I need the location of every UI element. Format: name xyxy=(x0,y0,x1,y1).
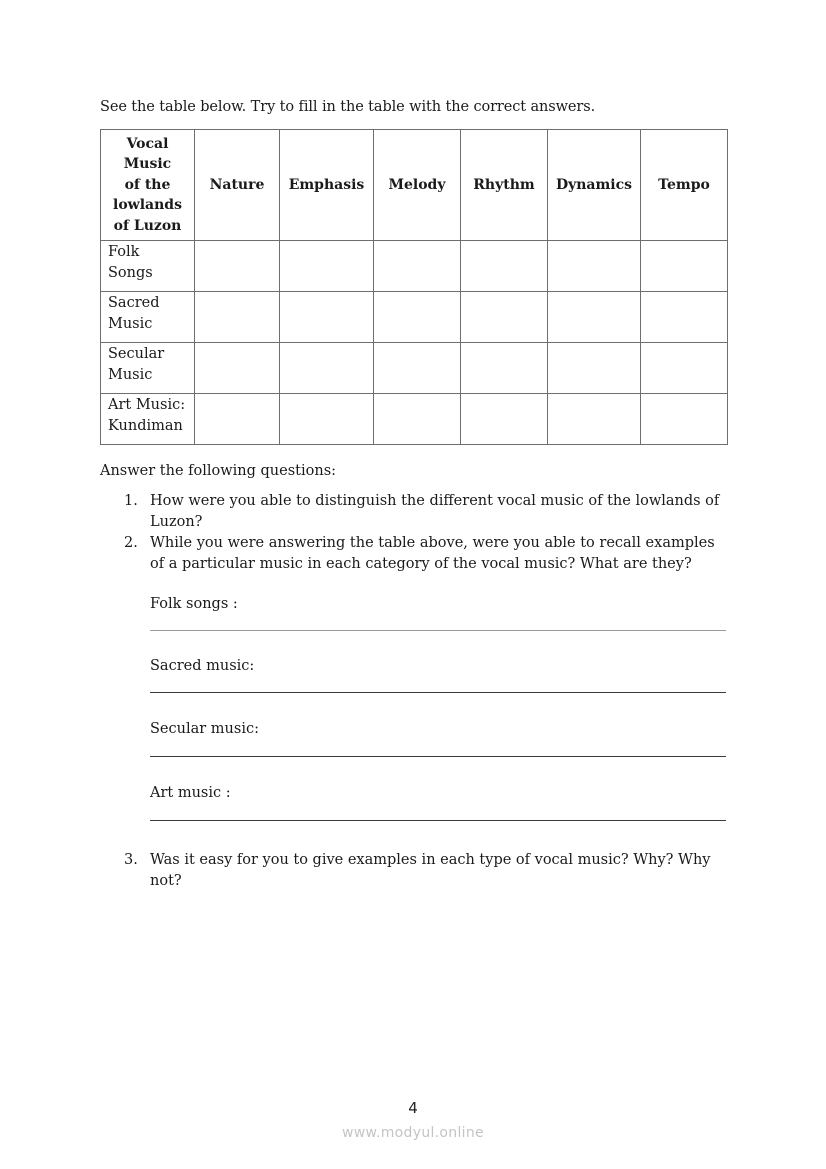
example-secular-music xyxy=(150,721,726,737)
example-folk-songs xyxy=(150,596,726,612)
row-label-folk-songs xyxy=(101,241,195,292)
questions-list-continued xyxy=(100,850,727,892)
question-item xyxy=(100,533,727,575)
example-label: Art music : xyxy=(150,785,231,801)
question-item xyxy=(100,850,727,892)
row-label-line: Sacred xyxy=(108,295,160,311)
answer-cell[interactable] xyxy=(548,292,641,343)
answer-cell[interactable] xyxy=(461,292,548,343)
question-number: 2. xyxy=(124,535,138,551)
vocal-music-table xyxy=(100,129,728,445)
row-label-line: Songs xyxy=(108,265,153,281)
answer-cell[interactable] xyxy=(641,241,728,292)
page-number: 4 xyxy=(408,1099,418,1117)
example-label: Folk songs : xyxy=(150,596,238,612)
header-rhythm: Rhythm xyxy=(461,130,548,241)
answer-line[interactable] xyxy=(150,756,726,757)
answer-cell[interactable] xyxy=(374,292,461,343)
question-text: While you were answering the table above, were you able to recall examples of a particular music in each category of the vocal music? What are they? xyxy=(150,535,715,572)
answer-cell[interactable] xyxy=(280,394,374,445)
question-number: 1. xyxy=(124,493,138,509)
question-text: How were you able to distinguish the different vocal music of the lowlands of Luzon? xyxy=(150,493,720,530)
answer-cell[interactable] xyxy=(548,394,641,445)
example-sacred-music xyxy=(150,658,726,674)
answer-cell[interactable] xyxy=(641,292,728,343)
header-line: Vocal xyxy=(126,135,169,152)
row-label-line: Music xyxy=(108,367,153,383)
answer-cell[interactable] xyxy=(280,241,374,292)
answer-cell[interactable] xyxy=(280,343,374,394)
header-nature: Nature xyxy=(195,130,280,241)
row-label-line: Kundiman xyxy=(108,418,183,434)
answer-cell[interactable] xyxy=(195,343,280,394)
row-label-line: Secular xyxy=(108,346,165,362)
example-label: Sacred music: xyxy=(150,658,255,674)
header-line: Music xyxy=(123,156,172,173)
table-row xyxy=(101,394,728,445)
row-label-line: Folk xyxy=(108,244,140,260)
questions-heading: Answer the following questions: xyxy=(100,463,337,479)
header-line: of the xyxy=(124,176,171,193)
question-number: 3. xyxy=(124,852,138,868)
header-line: of Luzon xyxy=(113,217,182,234)
header-line: lowlands xyxy=(113,197,182,214)
example-label: Secular music: xyxy=(150,721,259,737)
row-label-line: Art Music: xyxy=(108,397,186,413)
questions-list xyxy=(100,491,727,575)
answer-cell[interactable] xyxy=(195,292,280,343)
answer-cell[interactable] xyxy=(461,241,548,292)
header-tempo: Tempo xyxy=(641,130,728,241)
row-label-line: Music xyxy=(108,316,153,332)
answer-cell[interactable] xyxy=(641,343,728,394)
header-vocal-music xyxy=(101,130,195,241)
answer-cell[interactable] xyxy=(461,394,548,445)
question-item xyxy=(100,491,727,533)
example-art-music xyxy=(150,785,726,801)
answer-cell[interactable] xyxy=(374,343,461,394)
row-label-art-music-kundiman xyxy=(101,394,195,445)
answer-cell[interactable] xyxy=(195,394,280,445)
table-header-row xyxy=(101,130,728,241)
table-row xyxy=(101,343,728,394)
answer-cell[interactable] xyxy=(195,241,280,292)
answer-cell[interactable] xyxy=(548,241,641,292)
table-row xyxy=(101,241,728,292)
header-melody: Melody xyxy=(374,130,461,241)
answer-cell[interactable] xyxy=(461,343,548,394)
row-label-sacred-music xyxy=(101,292,195,343)
instructions-text: See the table below. Try to fill in the table with the correct answers. xyxy=(100,99,596,115)
answer-line[interactable] xyxy=(150,820,726,821)
answer-line[interactable] xyxy=(150,630,726,631)
question-text: Was it easy for you to give examples in each type of vocal music? Why? Why not? xyxy=(150,852,711,889)
header-dynamics: Dynamics xyxy=(548,130,641,241)
answer-cell[interactable] xyxy=(548,343,641,394)
table-row xyxy=(101,292,728,343)
header-emphasis: Emphasis xyxy=(280,130,374,241)
answer-cell[interactable] xyxy=(374,394,461,445)
answer-cell[interactable] xyxy=(641,394,728,445)
row-label-secular-music xyxy=(101,343,195,394)
answer-cell[interactable] xyxy=(280,292,374,343)
answer-cell[interactable] xyxy=(374,241,461,292)
watermark: www.modyul.online xyxy=(342,1125,484,1141)
answer-line[interactable] xyxy=(150,692,726,693)
